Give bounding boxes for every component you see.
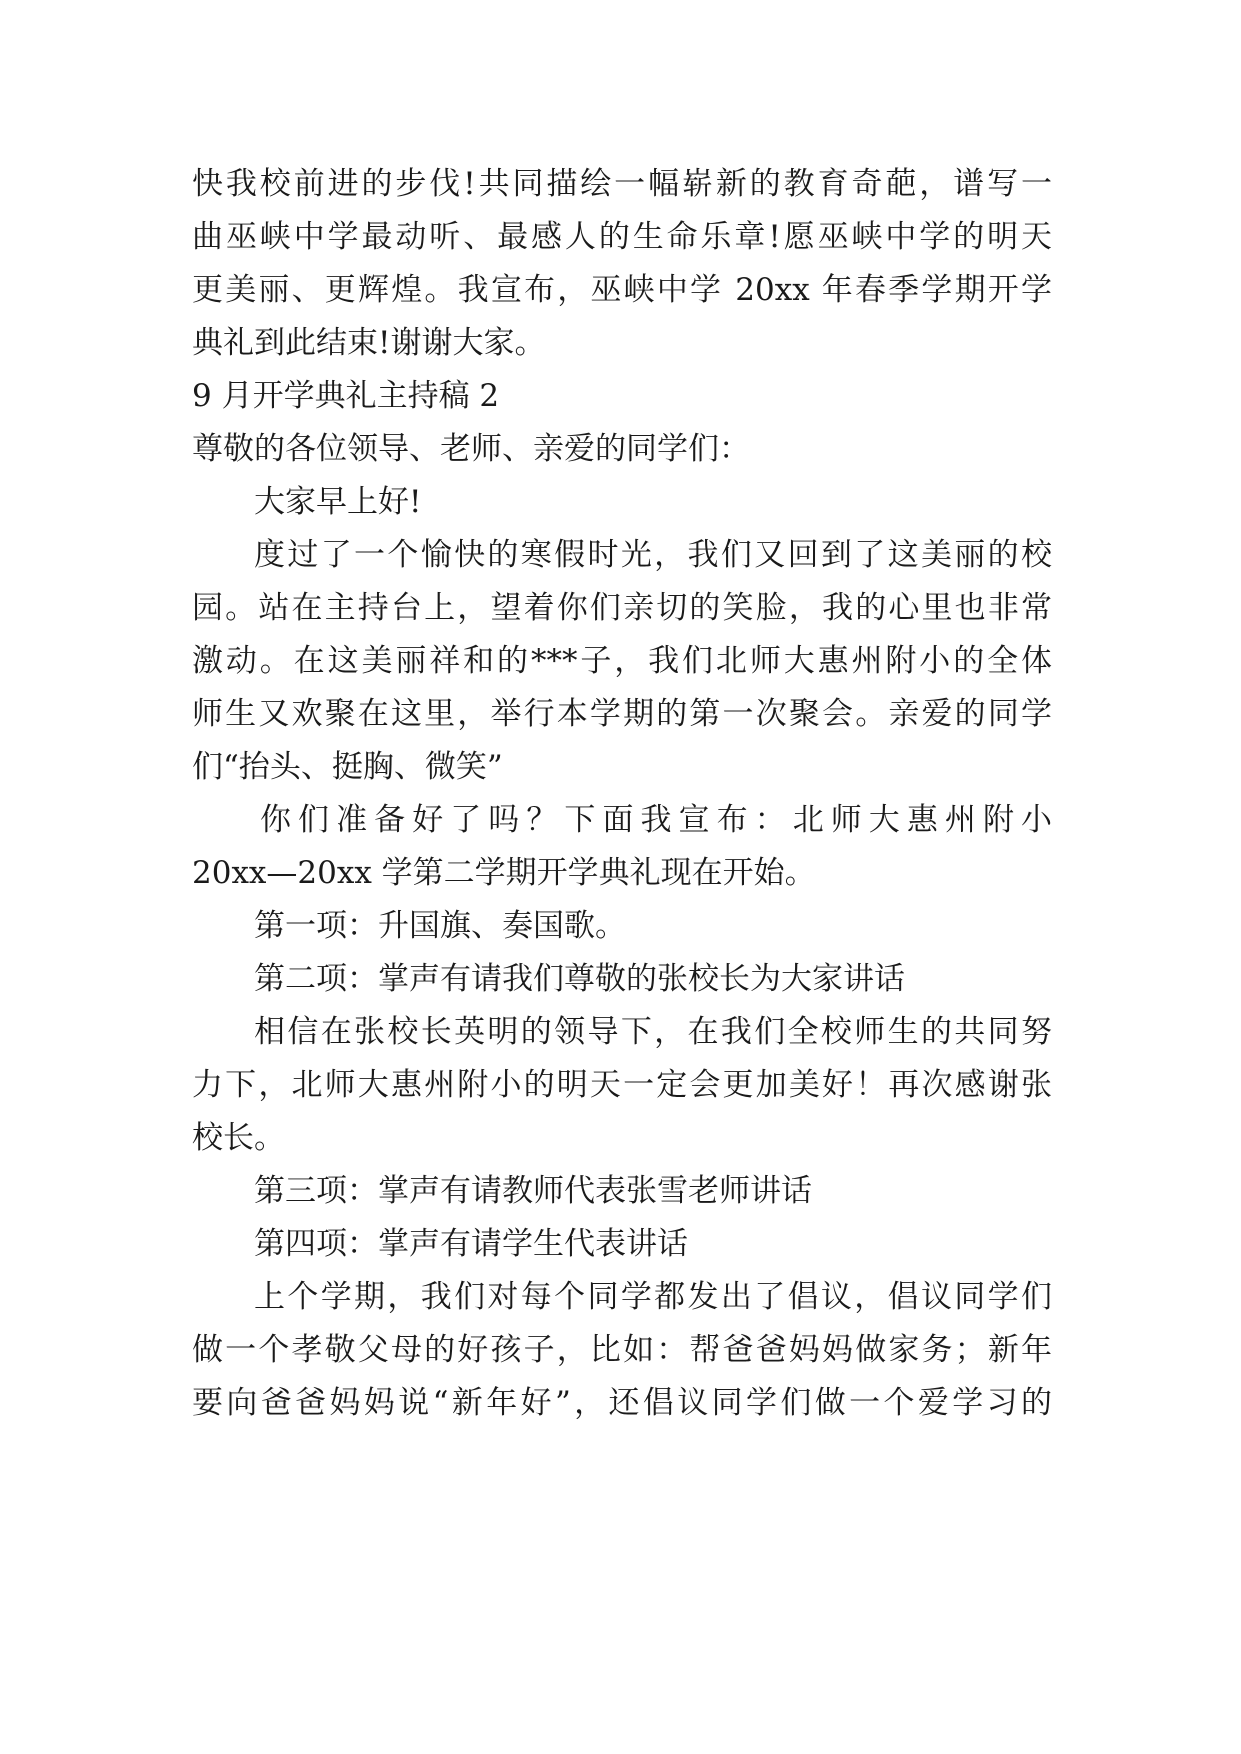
- text-line: 大家早上好!: [254, 484, 422, 520]
- text-line: 度过了一个愉快的寒假时光，我们又回到了这美丽的校: [254, 537, 1052, 573]
- text-line: 第四项：掌声有请学生代表讲话: [254, 1226, 688, 1262]
- text-line: 尊敬的各位领导、老师、亲爱的同学们：: [192, 431, 750, 467]
- text-line: 们“抬头、挺胸、微笑”: [192, 749, 503, 785]
- text-line: 曲巫峡中学最动听、最感人的生命乐章!愿巫峡中学的明天: [192, 219, 1052, 255]
- text-line: 典礼到此结束!谢谢大家。: [192, 325, 546, 361]
- text-line: 9 月开学典礼主持稿 2: [192, 378, 500, 414]
- text-line: 力下，北师大惠州附小的明天一定会更加美好！再次感谢张: [192, 1067, 1052, 1103]
- text-line: 上个学期，我们对每个同学都发出了倡议，倡议同学们: [254, 1279, 1052, 1315]
- text-line: 相信在张校长英明的领导下，在我们全校师生的共同努: [254, 1014, 1052, 1050]
- text-line: 校长。: [192, 1120, 285, 1156]
- text-line: 要向爸爸妈妈说“新年好”，还倡议同学们做一个爱学习的: [192, 1385, 1052, 1421]
- text-line: 20xx—20xx 学第二学期开学典礼现在开始。: [192, 855, 816, 891]
- text-line: 快我校前进的步伐!共同描绘一幅崭新的教育奇葩，谱写一: [192, 166, 1052, 202]
- text-line: 第二项：掌声有请我们尊敬的张校长为大家讲话: [254, 961, 905, 997]
- text-line: 更美丽、更辉煌。我宣布，巫峡中学 20xx 年春季学期开学: [192, 272, 1052, 308]
- text-line: 做一个孝敬父母的好孩子，比如：帮爸爸妈妈做家务；新年: [192, 1332, 1052, 1368]
- text-line: 第一项：升国旗、奏国歌。: [254, 908, 626, 944]
- text-line: 师生又欢聚在这里，举行本学期的第一次聚会。亲爱的同学: [192, 696, 1052, 732]
- text-line: 激动。在这美丽祥和的***子，我们北师大惠州附小的全体: [192, 643, 1052, 679]
- text-line: 园。站在主持台上，望着你们亲切的笑脸，我的心里也非常: [192, 590, 1052, 626]
- document-body: [192, 158, 1052, 1430]
- text-line: 你们准备好了吗？下面我宣布：北师大惠州附小: [260, 802, 1052, 838]
- text-line: 第三项：掌声有请教师代表张雪老师讲话: [254, 1173, 812, 1209]
